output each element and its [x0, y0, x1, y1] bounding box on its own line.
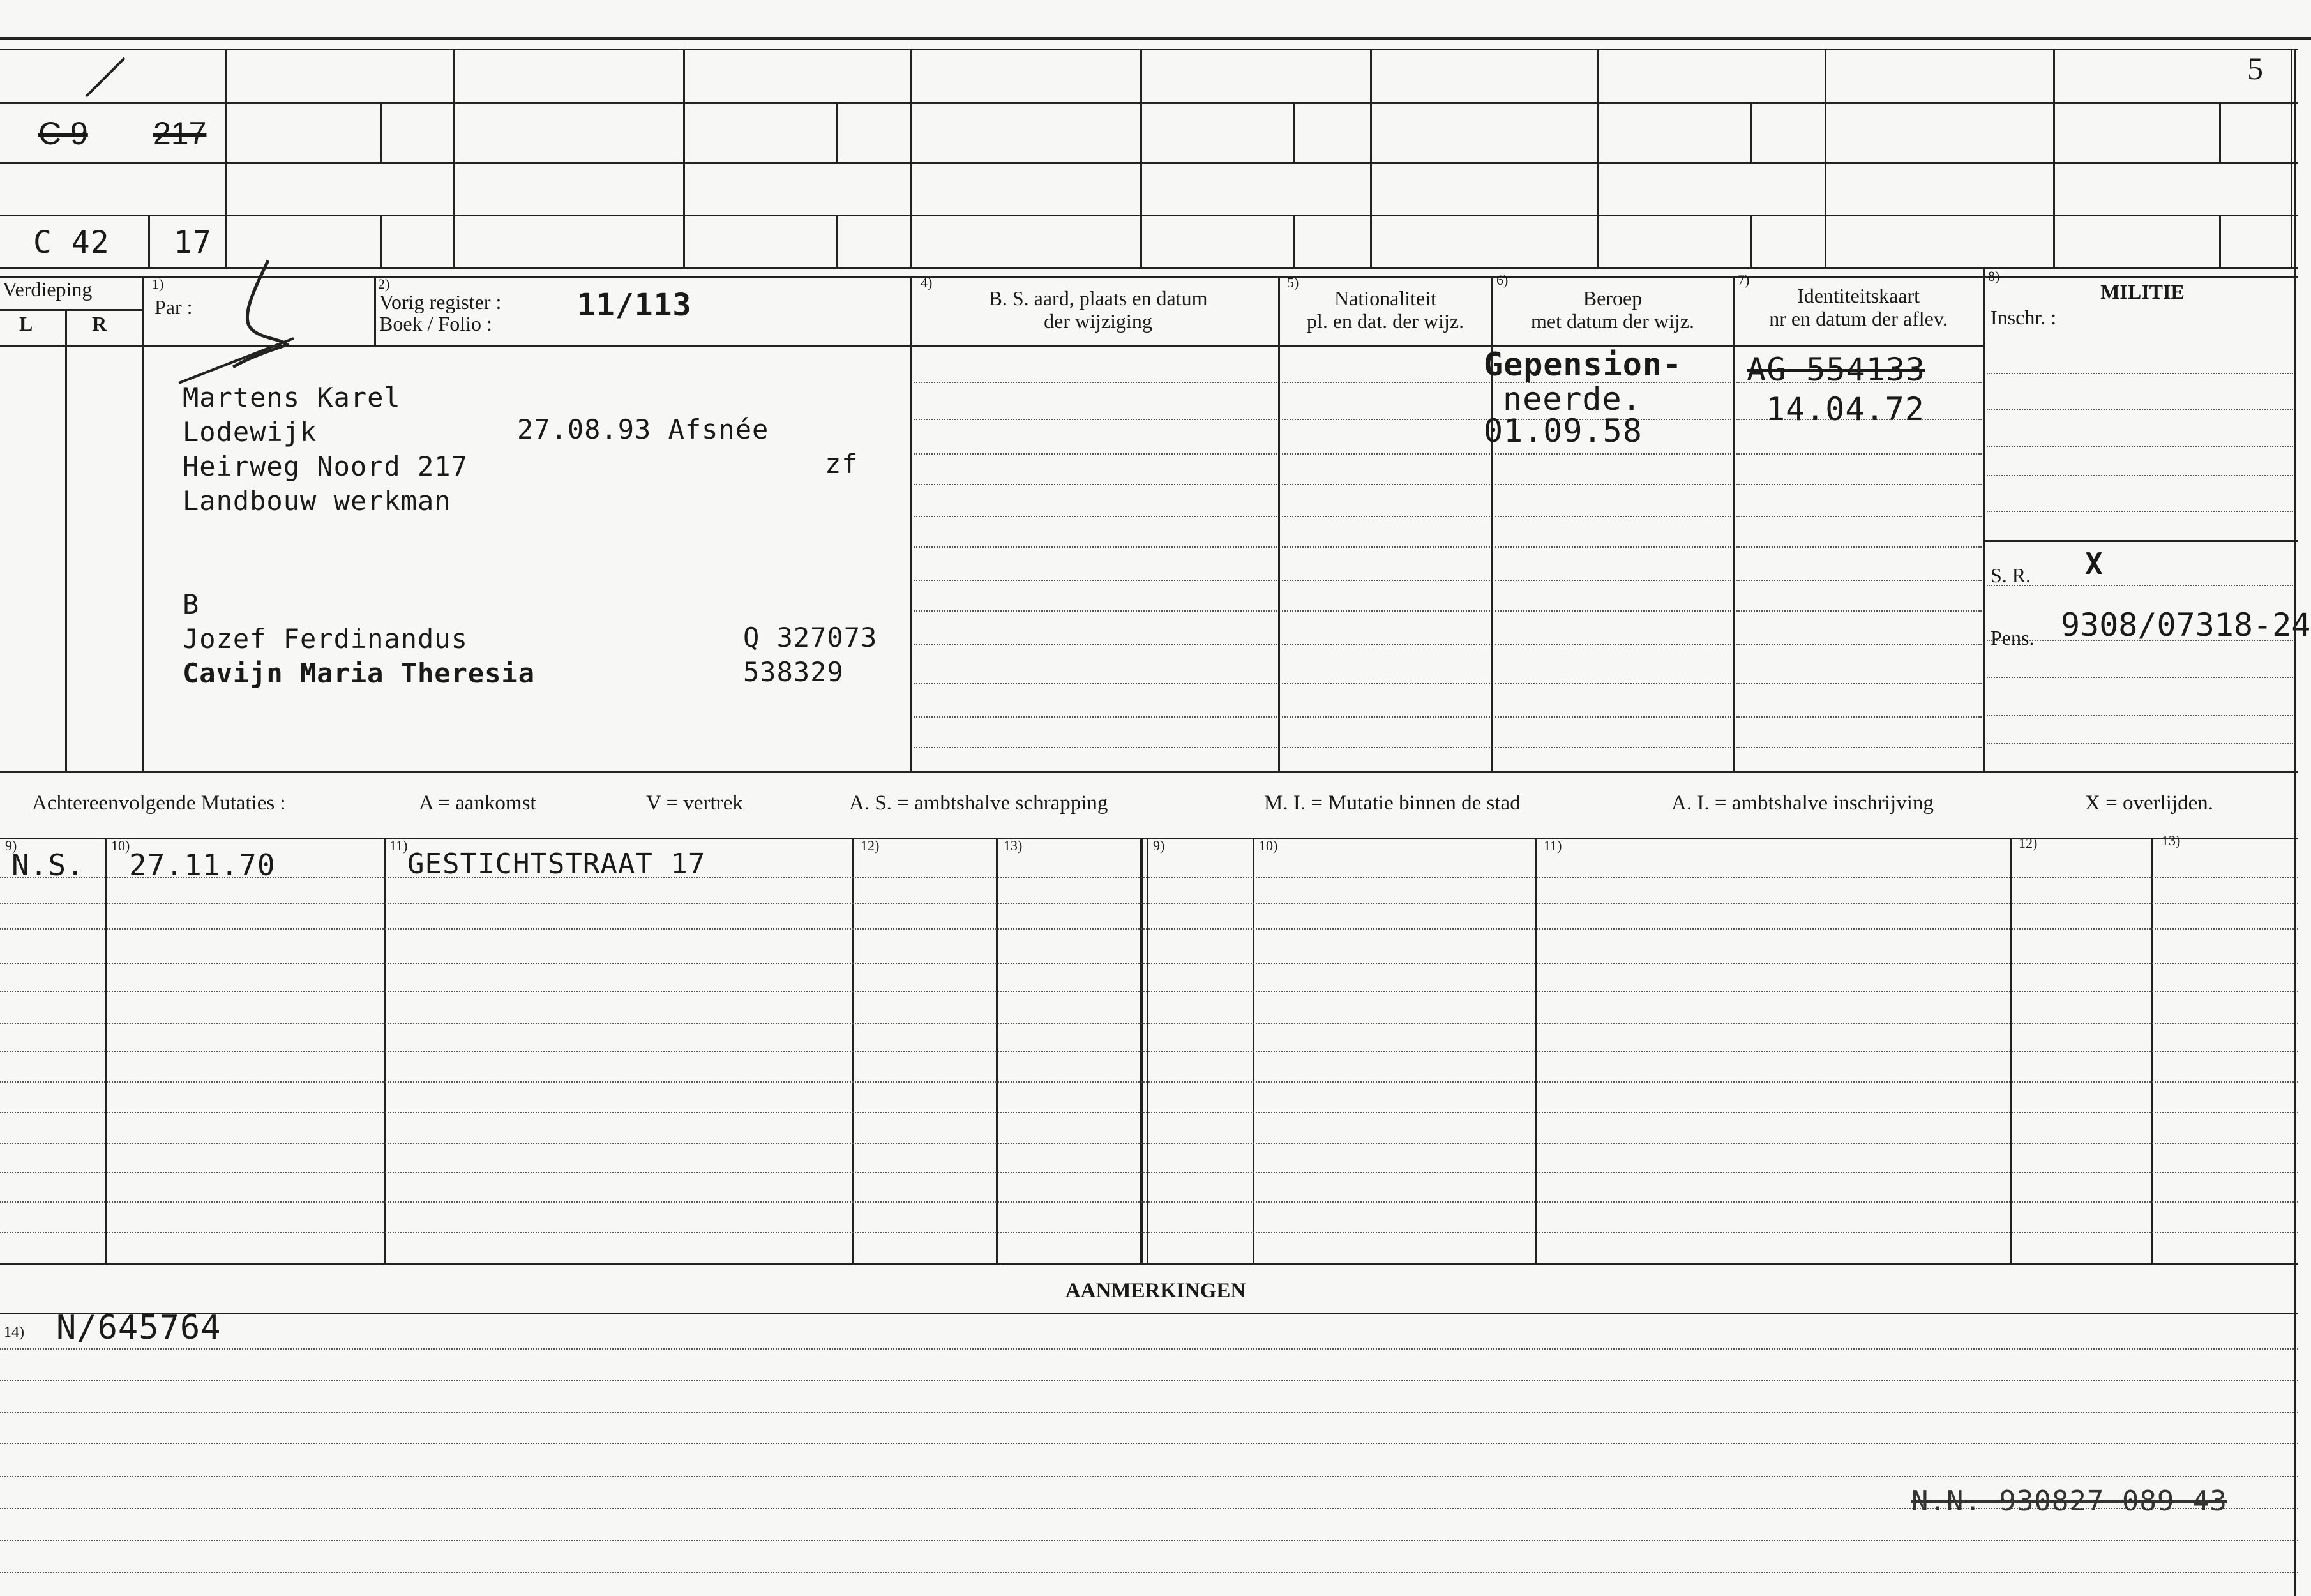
- nationaliteit-label-line2: pl. en dat. der wijz.: [1306, 310, 1464, 333]
- person-profession: Landbouw werkman: [183, 485, 451, 516]
- field-number-5: 5): [1287, 275, 1299, 290]
- militie-label: MILITIE: [2100, 280, 2185, 303]
- person-name-line1: Martens Karel: [183, 382, 401, 413]
- beroep-line2: neerde.: [1503, 380, 1642, 418]
- person-address: Heirweg Noord 217: [183, 451, 468, 482]
- mut-col-9-right: 9): [1153, 838, 1165, 854]
- legend-inschrijving: A. I. = ambtshalve inschrijving: [1671, 792, 1934, 815]
- legend-aankomst: A = aankomst: [419, 792, 536, 815]
- remarks-nn: N.N. 930827 089 43: [1911, 1485, 2227, 1517]
- mut-col-10-left: 10): [111, 838, 130, 854]
- legend-mutatie: M. I. = Mutatie binnen de stad: [1264, 792, 1521, 815]
- legend-vertrek: V = vertrek: [646, 792, 743, 815]
- pens-value: 9308/07318-24: [2061, 606, 2311, 644]
- beroep-label-line2: met datum der wijz.: [1531, 310, 1694, 333]
- mut-col-12-right: 12): [2019, 835, 2038, 851]
- check-mark-icon: [83, 55, 128, 100]
- pen-stroke: [172, 332, 300, 389]
- bs-label-line2: der wijziging: [1044, 310, 1152, 333]
- mut-col-12-left: 12): [861, 838, 880, 854]
- sr-value: X: [2085, 546, 2104, 581]
- person-birth: 27.08.93 Afsnée: [517, 414, 769, 445]
- identiteit-date: 14.04.72: [1766, 391, 1925, 428]
- mut-col-13-left: 13): [1004, 838, 1023, 854]
- par-label: Par :: [154, 296, 193, 319]
- identiteit-number: AG 554133: [1747, 351, 1925, 388]
- person-father-number: Q 327073: [743, 622, 878, 653]
- bs-label-line1: B. S. aard, plaats en datum: [988, 287, 1208, 310]
- mut-col-10-right: 10): [1259, 838, 1278, 854]
- person-b: B: [183, 589, 200, 620]
- top-grid-corner-mark: 5: [2247, 50, 2263, 86]
- field-number-6: 6): [1496, 272, 1509, 288]
- field-number-2: 2): [378, 276, 390, 292]
- verdieping-right-label: R: [92, 312, 107, 335]
- mutation-date: 27.11.70: [129, 848, 276, 882]
- verdieping-label: Verdieping: [3, 278, 93, 301]
- person-father: Jozef Ferdinandus: [183, 623, 468, 654]
- pens-label: Pens.: [1991, 626, 2035, 649]
- identiteit-label-line1: Identiteitskaart: [1797, 284, 1920, 307]
- top-grid-old-number: 217: [153, 116, 207, 151]
- beroep-date: 01.09.58: [1484, 412, 1643, 449]
- field-number-4: 4): [921, 275, 933, 290]
- beroep-label-line1: Beroep: [1583, 287, 1643, 310]
- mut-col-9-left: 9): [5, 838, 17, 854]
- remarks-value: N/645764: [56, 1309, 222, 1347]
- vorig-register-label: Vorig register :: [379, 290, 502, 313]
- legend-overlijden: X = overlijden.: [2085, 792, 2213, 815]
- vorig-register-value: 11/113: [577, 287, 692, 323]
- top-grid-code: C 42: [33, 225, 110, 260]
- field-number-7: 7): [1738, 272, 1750, 288]
- person-mother-number: 538329: [743, 656, 844, 688]
- boek-folio-label: Boek / Folio :: [379, 312, 492, 335]
- field-number-1: 1): [152, 276, 164, 292]
- identiteit-label-line2: nr en datum der aflev.: [1769, 307, 1948, 330]
- mut-col-11-right: 11): [1544, 838, 1562, 854]
- beroep-line1: Gepension-: [1484, 346, 1683, 383]
- person-mother: Cavijn Maria Theresia: [183, 658, 536, 689]
- field-number-8: 8): [1988, 268, 2000, 284]
- person-name-line2: Lodewijk: [183, 416, 317, 448]
- person-zf: zf: [825, 448, 859, 479]
- mutation-address: GESTICHTSTRAAT 17: [407, 848, 706, 880]
- top-grid-old-code: C 9: [38, 116, 88, 151]
- nationaliteit-label-line1: Nationaliteit: [1334, 287, 1436, 310]
- legend-schrapping: A. S. = ambtshalve schrapping: [849, 792, 1108, 815]
- mut-col-13-right: 13): [2162, 832, 2181, 848]
- legend-title: Achtereenvolgende Mutaties :: [32, 792, 286, 815]
- field-number-14: 14): [4, 1324, 24, 1341]
- verdieping-left-label: L: [19, 312, 33, 335]
- mut-col-11-left: 11): [389, 838, 408, 854]
- remarks-title: AANMERKINGEN: [1065, 1279, 1246, 1302]
- top-grid-number: 17: [174, 225, 212, 260]
- mutation-code: N.S.: [11, 848, 85, 882]
- sr-label: S. R.: [1991, 564, 2031, 587]
- inschr-label: Inschr. :: [1991, 306, 2057, 329]
